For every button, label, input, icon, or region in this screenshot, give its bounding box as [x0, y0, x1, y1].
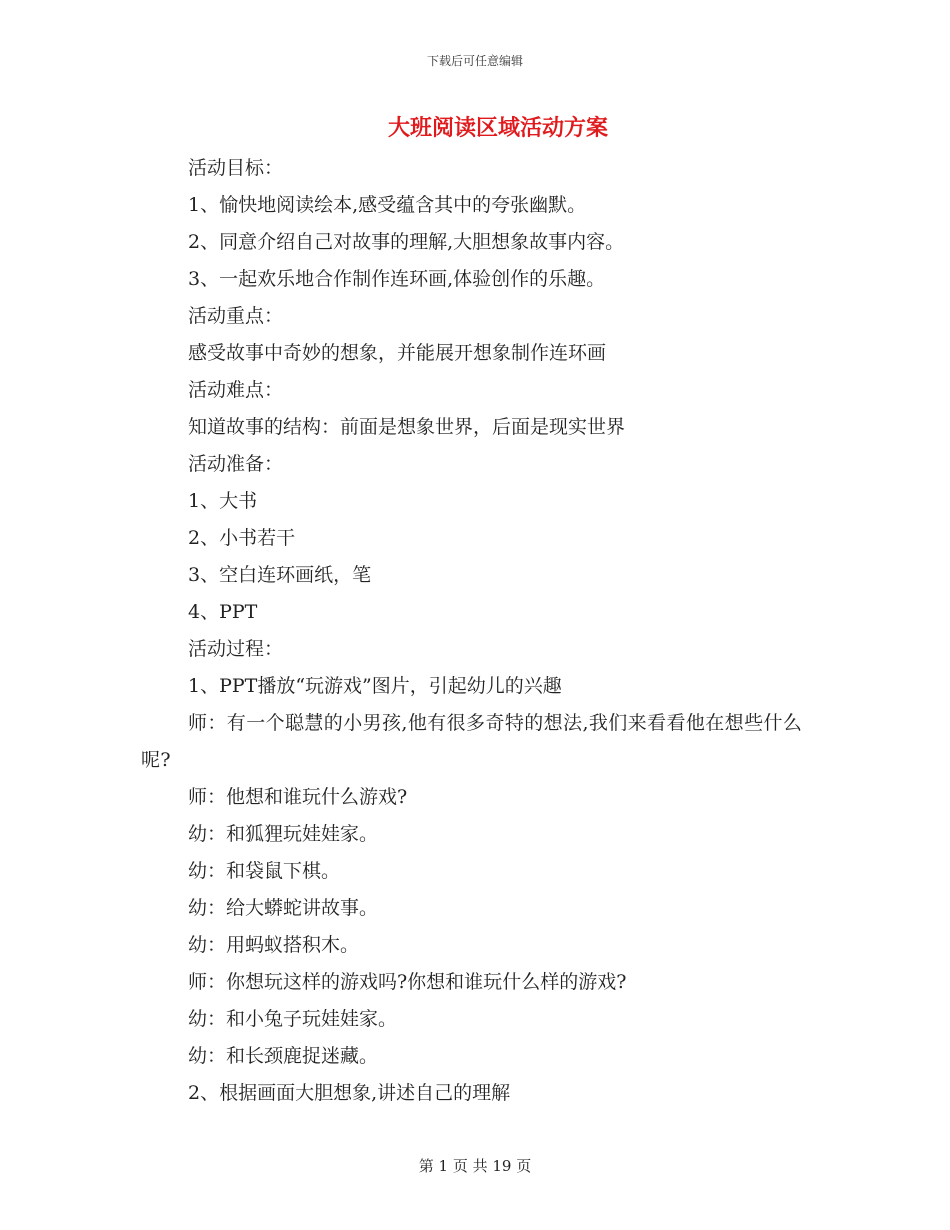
header-note: 下载后可任意编辑 — [426, 54, 523, 68]
document-title: 大班阅读区域活动方案 — [387, 115, 608, 141]
paragraph: 1、PPT播放“玩游戏”图片，引起幼儿的兴趣 — [188, 675, 562, 697]
paragraph: 师：有一个聪慧的小男孩,他有很多奇特的想法,我们来看看他在想些什么呢? — [141, 712, 803, 771]
paragraph: 幼：和狐狸玩娃娃家。 — [188, 823, 379, 845]
paragraph: 2、根据画面大胆想象,讲述自己的理解 — [188, 1082, 511, 1104]
paragraph: 活动重点： — [188, 305, 284, 327]
paragraph: 活动准备： — [188, 453, 284, 475]
paragraph: 2、同意介绍自己对故事的理解,大胆想象故事内容。 — [188, 231, 625, 253]
paragraph: 4、PPT — [188, 601, 258, 623]
document-body — [141, 150, 821, 1112]
paragraph: 活动目标： — [188, 157, 284, 179]
paragraph: 2、小书若干 — [188, 527, 296, 549]
paragraph: 3、一起欢乐地合作制作连环画,体验创作的乐趣。 — [188, 268, 606, 290]
paragraph: 1、大书 — [188, 490, 258, 512]
paragraph: 幼：用蚂蚁搭积木。 — [188, 934, 360, 956]
paragraph: 幼：和长颈鹿捉迷藏。 — [188, 1045, 379, 1067]
paragraph: 感受故事中奇妙的想象，并能展开想象制作连环画 — [188, 342, 607, 364]
page-number: 第 1 页 共 19 页 — [418, 1157, 532, 1175]
paragraph: 师：他想和谁玩什么游戏? — [188, 786, 408, 808]
paragraph: 3、空白连环画纸，笔 — [188, 564, 372, 586]
paragraph: 1、愉快地阅读绘本,感受蕴含其中的夸张幽默。 — [188, 194, 587, 216]
paragraph: 师：你想玩这样的游戏吗?你想和谁玩什么样的游戏? — [188, 971, 627, 993]
paragraph: 幼：给大蟒蛇讲故事。 — [188, 897, 379, 919]
paragraph: 幼：和小兔子玩娃娃家。 — [188, 1008, 398, 1030]
paragraph: 知道故事的结构：前面是想象世界，后面是现实世界 — [188, 416, 626, 438]
paragraph: 活动难点： — [188, 379, 284, 401]
paragraph: 活动过程： — [188, 638, 284, 660]
paragraph: 幼：和袋鼠下棋。 — [188, 860, 341, 882]
